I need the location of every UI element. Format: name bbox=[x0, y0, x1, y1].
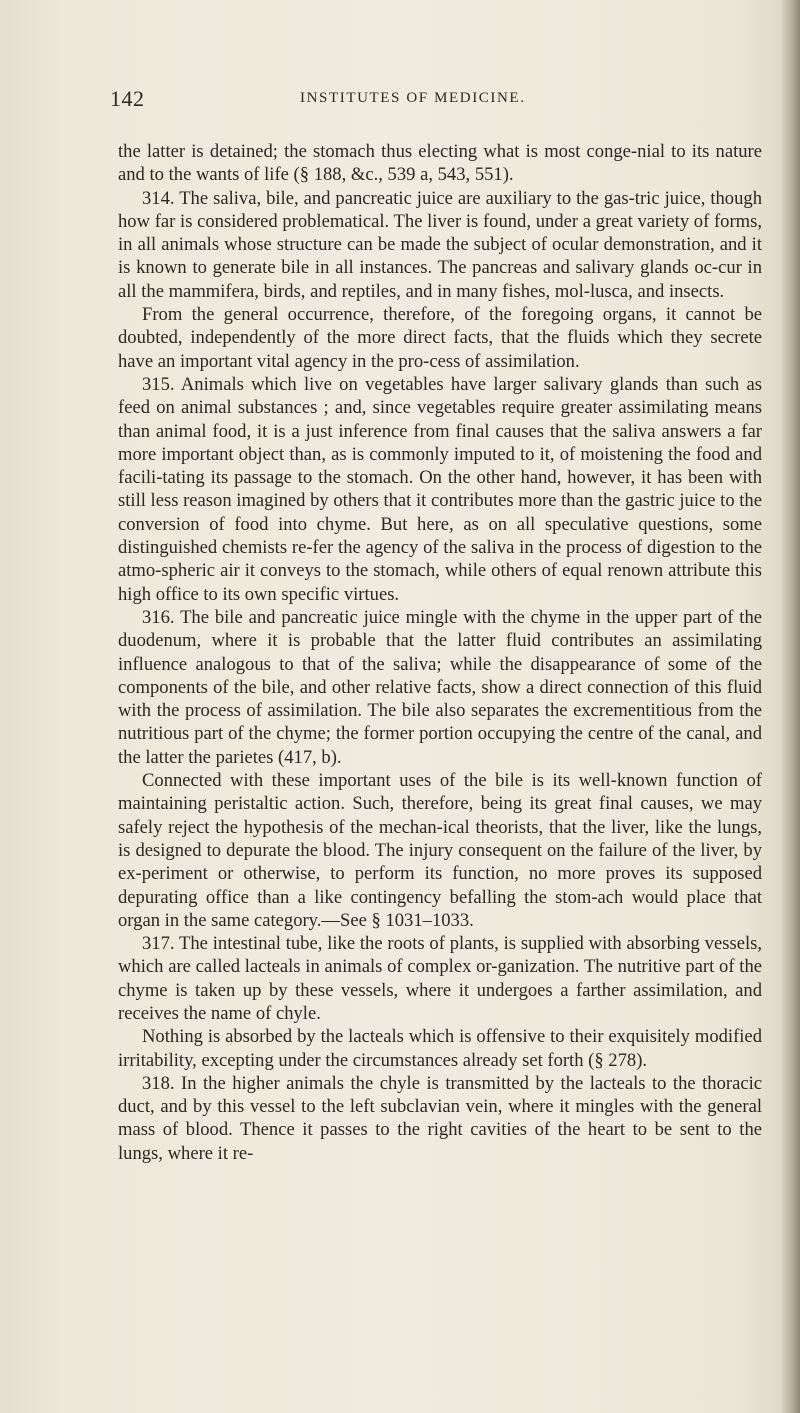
paragraph: 317. The intestinal tube, like the roots of plants, is supplied with absorbing vessels, which are called lacteals in animals of complex or-ganization. The nutritive part of the chyme is taken up by these vessels, where it undergoes a farther assimilation, and receives the name of chyle. bbox=[118, 933, 762, 1024]
paragraph: the latter is detained; the stomach thus electing what is most conge-nial to its nature and to the wants of life (§ 188, &c., 539 a, 543, 551). bbox=[118, 141, 762, 186]
paragraph: 318. In the higher animals the chyle is transmitted by the lacteals to the thoracic duct, and by this vessel to the left subclavian vein, where it mingles with the general mass of blood. Thence it passes to the right cavities of the heart to be sent to the lungs, where it re- bbox=[118, 1072, 762, 1164]
body-text bbox=[118, 140, 762, 1165]
paragraph: Nothing is absorbed by the lacteals which is offensive to their exquisitely modified irritability, excepting under the circumstances already set forth (§ 278). bbox=[118, 1026, 762, 1071]
paragraph: 314. The saliva, bile, and pancreatic juice are auxiliary to the gas-tric juice, though how far is considered problematical. The liver is found, under a great variety of forms, in all animals whose structure can be made the subject of ocular demonstration, and it is known to generate bile in all instances. The pancreas and salivary glands oc-cur in all the mammifera, birds, and reptiles, and in many fishes, mol-lusca, and insects. bbox=[118, 187, 762, 302]
page-header bbox=[110, 86, 770, 116]
paragraph: 315. Animals which live on vegetables have larger salivary glands than such as feed on animal substances ; and, since vegetables require greater assimilating means than animal food, it is a just inference from final causes that the saliva answers a far more important object than, as is commonly imputed to it, of moistening the food and facili-tating its passage to the stomach. On the other hand, however, it has been with still less reason imagined by others that it contributes more than the gastric juice to the conversion of food into chyme. But here, as on all speculative questions, some distinguished chemists re-fer the agency of the saliva in the process of digestion to the atmo-spheric air it conveys to the stomach, while others of equal renown attribute this high office to its own specific virtues. bbox=[118, 373, 762, 605]
page-number: 142 bbox=[110, 86, 145, 111]
paragraph: From the general occurrence, therefore, of the foregoing organs, it cannot be doubted, independently of the more direct facts, that the fluids which they secrete have an important vital agency in the pro-cess of assimilation. bbox=[118, 304, 762, 372]
paragraph: 316. The bile and pancreatic juice mingle with the chyme in the upper part of the duodenum, where it is probable that the latter fluid contributes an assimilating influence analogous to that of the saliva; while the disappearance of some of the components of the bile, and other relative facts, show a direct connection of this fluid with the process of assimilation. The bile also separates the excrementitious from the nutritious part of the chyme; the former portion occupying the centre of the canal, and the latter the parietes (417, b). bbox=[118, 606, 762, 768]
page-edge-shadow bbox=[782, 0, 800, 1413]
paragraph: Connected with these important uses of the bile is its well-known function of maintaining peristaltic action. Such, therefore, being its great final causes, we may safely reject the hypothesis of the mechan-ical theorists, that the liver, like the lungs, is designed to depurate the blood. The injury consequent on the failure of the liver, by ex-periment or otherwise, to perform its function, no more proves its supposed depurating office than a like contingency befalling the stom-ach would place that organ in the same category.—See § 1031–1033. bbox=[118, 770, 762, 931]
running-title: INSTITUTES OF MEDICINE. bbox=[300, 90, 526, 106]
